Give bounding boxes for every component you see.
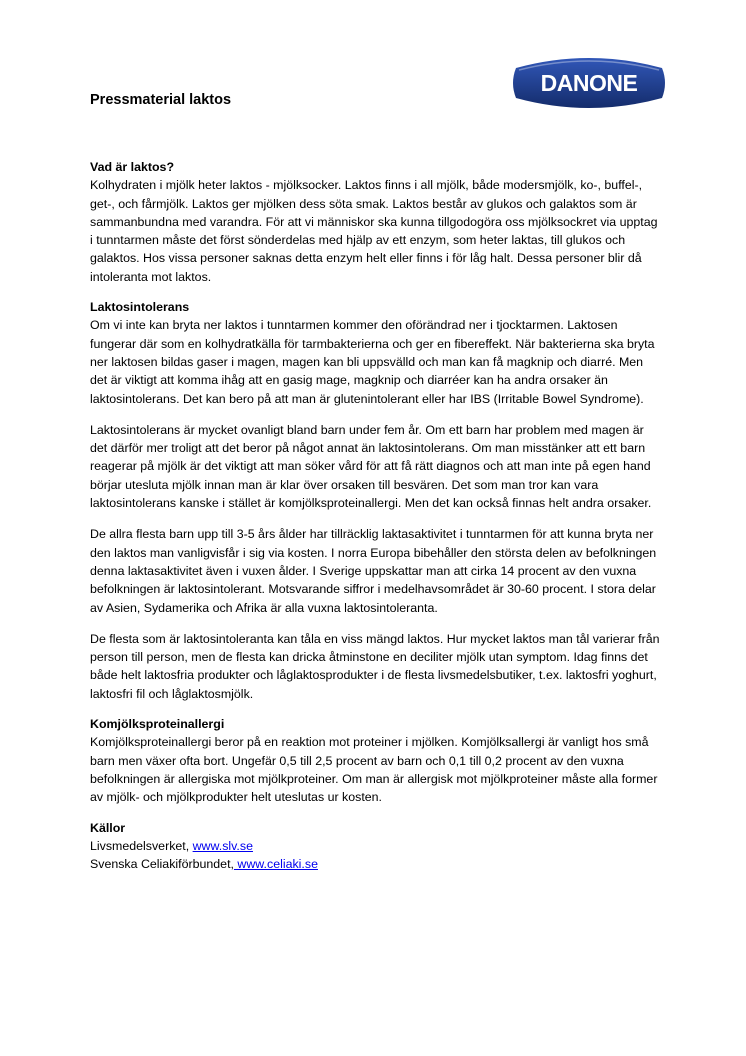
section-what-is-lactose [90,158,660,286]
source-link-slv[interactable]: www.slv.se [192,838,253,853]
paragraph: De flesta som är laktosintoleranta kan tåla en viss mängd laktos. Hur mycket laktos man tål varierar från person till person, men de flesta kan dricka åtminstone en deciliter mjölk utan symptom. Idag finns det både helt laktosfria produkter och låglaktosprodukter i de flesta livsmedelsbutiker, t.ex. laktosfri yoghurt, laktosfri fil och låglaktosmjölk. [90,631,660,701]
paragraph: Kolhydraten i mjölk heter laktos - mjölksocker. Laktos finns i all mjölk, både modersmjölk, ko-, buffel-, get-, och fårmjölk. Laktos ger mjölken dess söta smak. Laktos består av glukos och galaktos som är sammanbundna med varandra. För att vi människor ska kunna tillgodogöra oss mjölksockret via upptag i tunntarmen måste det först sönderdelas med hjälp av ett enzym, som heter laktas, till glukos och galaktos. Hos vissa personer saknas detta enzym helt eller finns i för låg halt. Dessa personer blir då intoleranta mot laktos. [90,178,658,284]
source-item [90,855,660,873]
section-heading: Vad är laktos? [90,160,175,174]
paragraph: De allra flesta barn upp till 3-5 års ålder har tillräcklig laktasaktivitet i tunntarmen för att kunna bryta ner den laktos man vanligvisfår i sig via kosten. I norra Europa bibehåller den största delen av befolkningen denna laktasaktivitet även i vuxen ålder. I Sverige uppskattar man att cirka 14 procent av den vuxna befolkningen är laktosintolerant. Motsvarande siffror i medelhavsområdet är 30-60 procent. I stora delar av Asien, Sydamerika och Afrika är alla vuxna laktosintoleranta. [90,527,657,615]
source-name: Livsmedelsverket, [90,838,193,853]
section-lactose-intolerance [90,298,660,703]
section-sources [90,819,660,874]
source-link-celiaki[interactable]: www.celiaki.se [233,857,318,872]
logo-wordmark: DANONE [540,70,638,96]
section-milk-protein-allergy [90,715,660,806]
source-item [90,837,660,855]
section-heading: Komjölksproteinallergi [90,717,225,732]
article-body [90,158,660,885]
page-title: Pressmaterial laktos [90,92,232,108]
paragraph: Om vi inte kan bryta ner laktos i tunntarmen kommer den oförändrad ner i tjocktarmen. Laktosen fungerar där som en kolhydratkälla för tarmbakterierna och ger en fibereffekt. När bakterierna ska bryta ner laktosen bildas gaser i magen, magen kan bli uppsvälld och man kan få magknip och diarré. Men det är viktigt att komma ihåg att en gasig mage, magknip och diarréer kan ha andra orsaker än laktosintolerans. Det kan bero på att man är glutenintolerant eller har IBS (Irritable Bowel Syndrome). [90,318,655,406]
danone-logo [510,52,668,114]
section-heading: Laktosintolerans [90,300,190,315]
source-name: Svenska Celiakiförbundet, [90,857,234,872]
paragraph: Komjölksproteinallergi beror på en reaktion mot proteiner i mjölken. Komjölksallergi är vanligt hos små barn men växer ofta bort. Ungefär 0,5 till 2,5 procent av barn och 0,1 till 0,2 procent av den vuxna befolkningen är allergiska mot mjölkproteiner. Om man är allergisk mot mjölkproteiner måste alla former av mjölk- och mjölkprodukter helt uteslutas ur kosten. [90,735,658,805]
section-heading: Källor [90,820,126,835]
paragraph: Laktosintolerans är mycket ovanligt bland barn under fem år. Om ett barn har problem med magen är det därför mer troligt att det beror på något annat än laktosintolerans. Om man misstänker att ett barn reagerar på mjölk är det viktigt att man söker vård för att få rätt diagnos och att man inte på egen hand börjar utesluta mjölk innan man är klar över orsaken till besvären. Det som man tror kan vara laktosintolerans kanske i stället är komjölksproteinallergi. Men det kan också finnas helt andra orsaker. [90,422,652,511]
